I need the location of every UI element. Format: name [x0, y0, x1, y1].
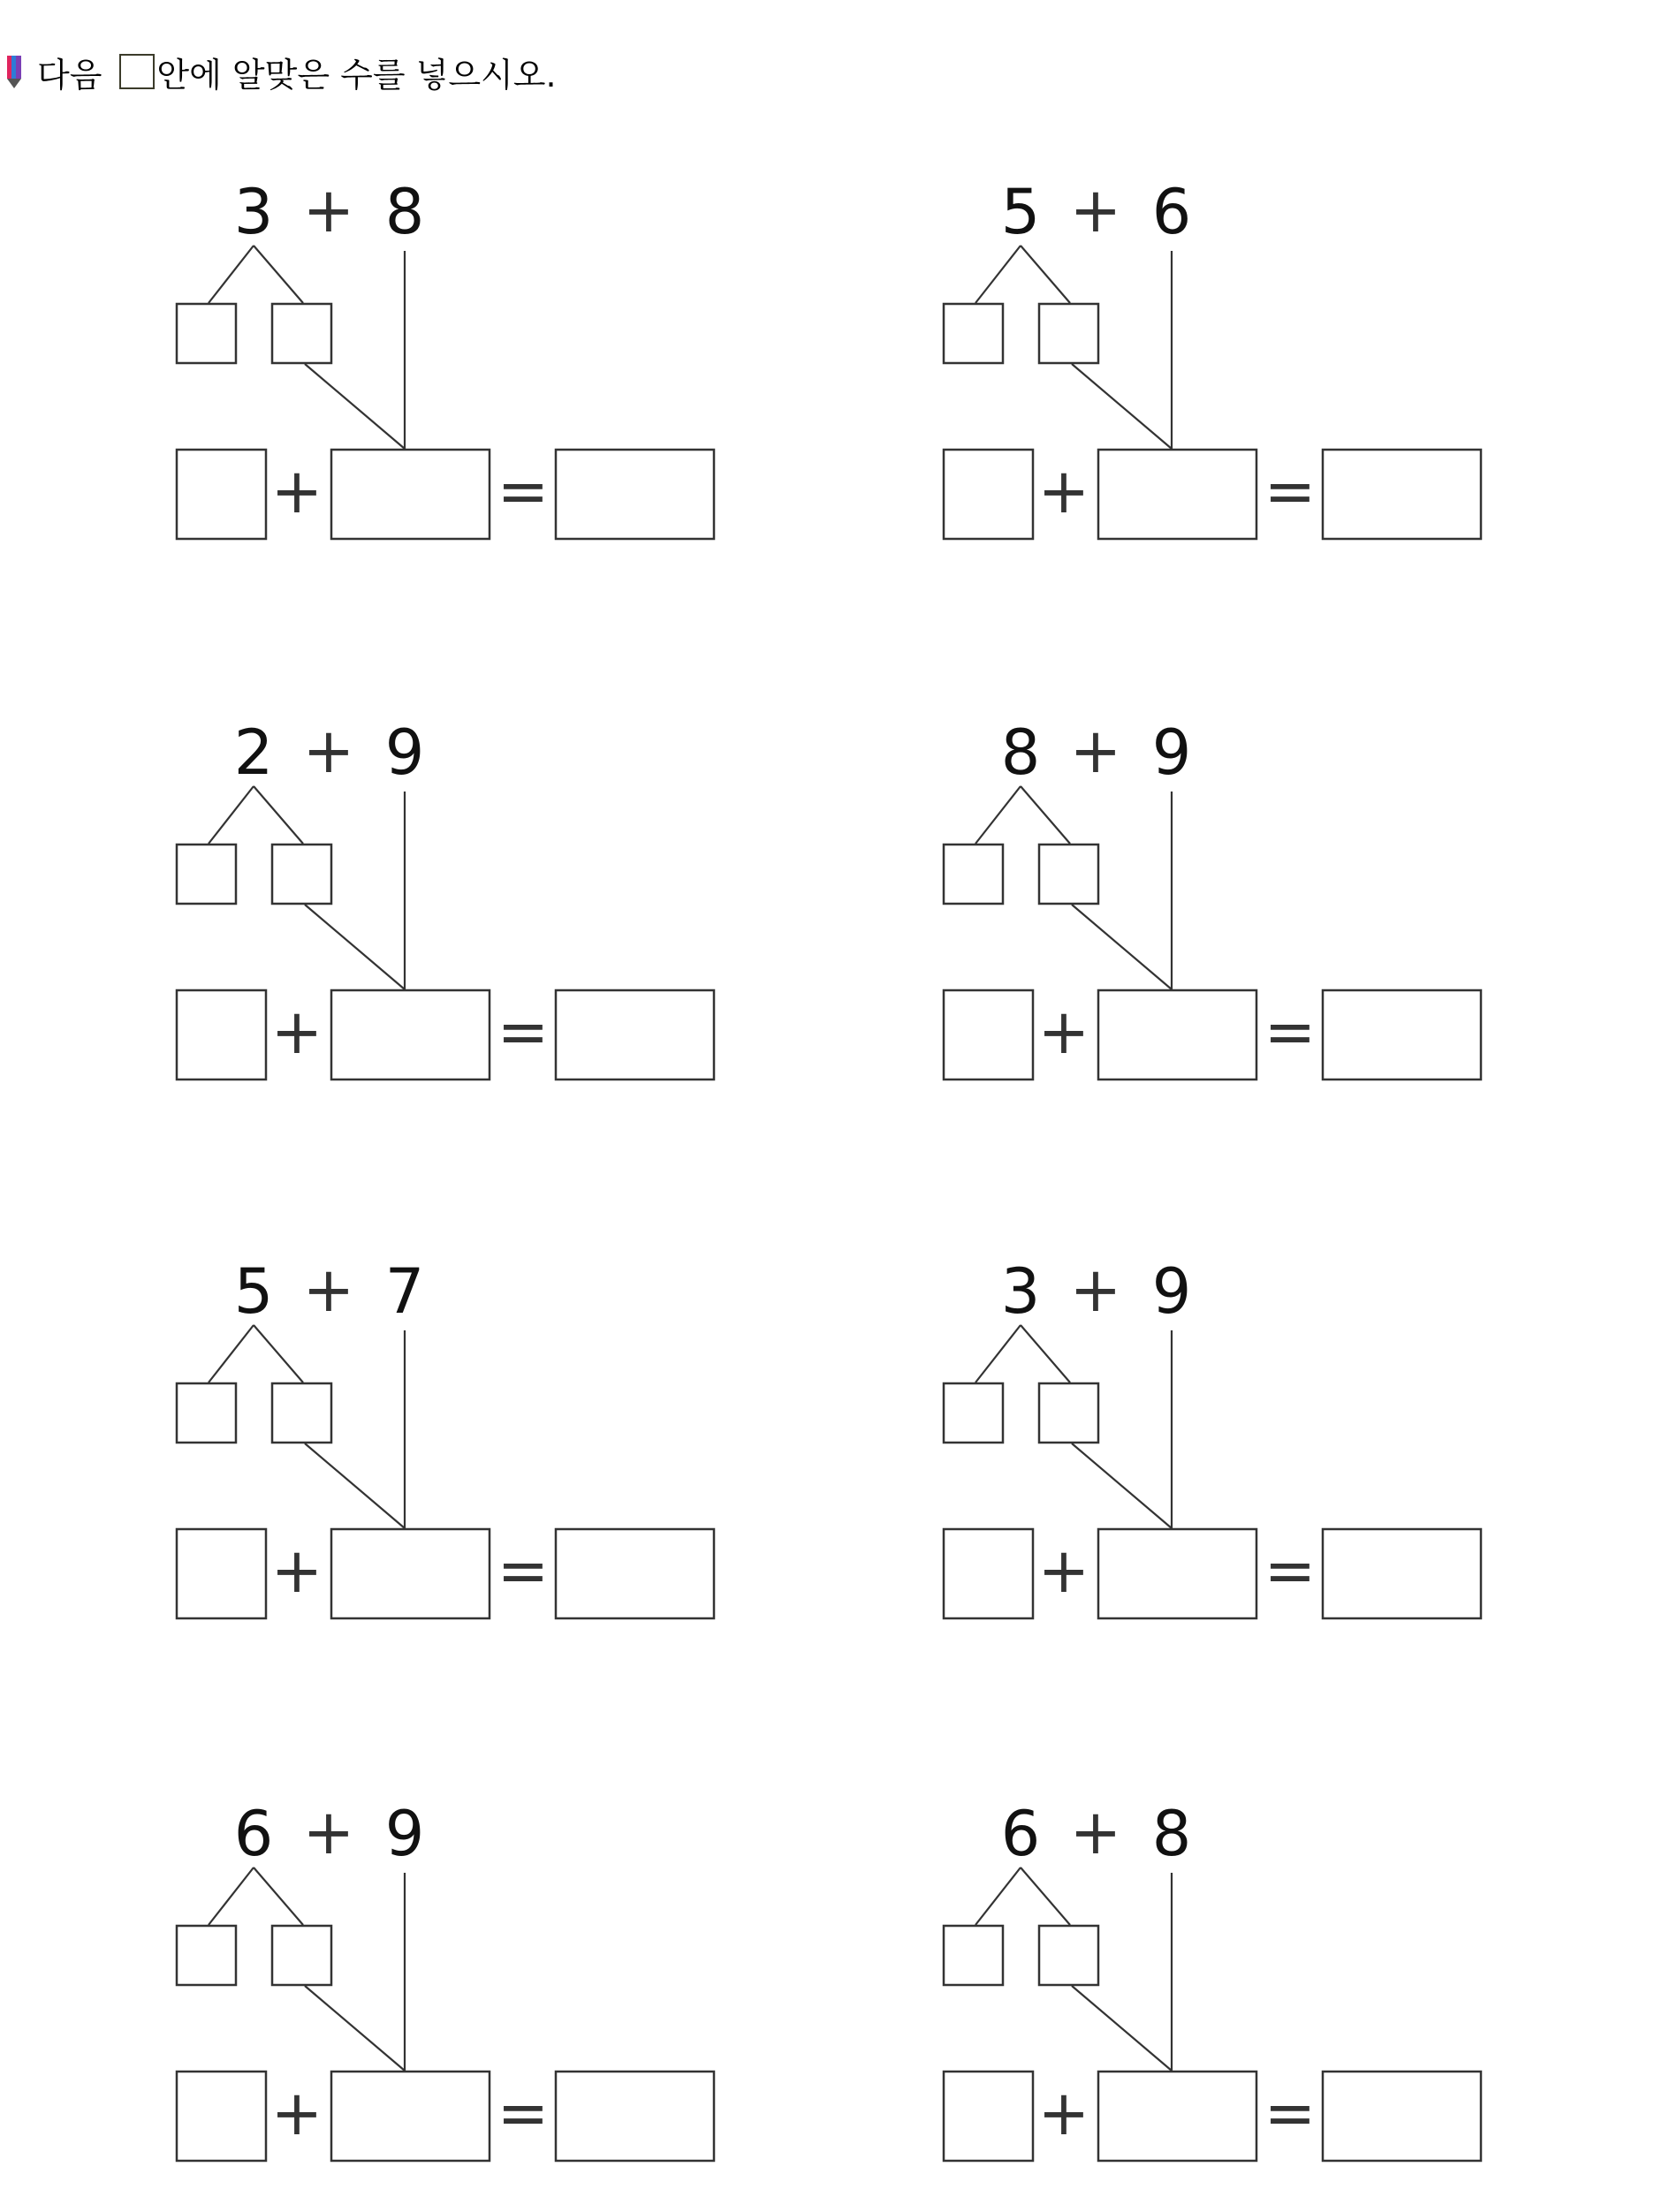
instruction-prefix: 다음 — [37, 55, 102, 95]
answer-box-ten[interactable] — [331, 2072, 490, 2161]
split-box-left[interactable] — [944, 304, 1003, 363]
addend-b: 9 — [384, 1798, 425, 1870]
addend-a: 5 — [233, 1255, 274, 1328]
split-box-left[interactable] — [177, 304, 236, 363]
answer-box-first[interactable] — [177, 450, 266, 539]
equals-sign: = — [497, 2077, 550, 2149]
addend-b: 9 — [1151, 1255, 1192, 1328]
addend-b: 6 — [1151, 176, 1192, 248]
plus-sign: + — [1037, 996, 1090, 1068]
answer-box-ten[interactable] — [331, 990, 490, 1079]
split-line-right — [254, 786, 303, 844]
addend-b: 9 — [1151, 716, 1192, 789]
plus-sign: + — [302, 1254, 355, 1326]
split-line-left — [209, 1867, 254, 1925]
split-line-right — [1021, 246, 1070, 303]
split-box-right[interactable] — [272, 304, 331, 363]
answer-box-first[interactable] — [177, 1529, 266, 1618]
diagonal-line — [1072, 364, 1172, 449]
addend-b: 8 — [384, 176, 425, 248]
answer-box-ten[interactable] — [1098, 1529, 1256, 1618]
split-line-left — [209, 1325, 254, 1382]
split-line-left — [975, 1867, 1021, 1925]
answer-box-result[interactable] — [1323, 450, 1481, 539]
answer-box-ten[interactable] — [1098, 990, 1256, 1079]
answer-box-first[interactable] — [177, 990, 266, 1079]
answer-box-result[interactable] — [1323, 2072, 1481, 2161]
split-line-right — [254, 1867, 303, 1925]
split-line-left — [975, 786, 1021, 844]
answer-box-result[interactable] — [556, 450, 714, 539]
split-line-left — [209, 786, 254, 844]
plus-sign: + — [1069, 1796, 1122, 1868]
problem-1 — [177, 174, 714, 539]
plus-sign: + — [302, 174, 355, 246]
problem-2 — [944, 174, 1481, 539]
addend-a: 5 — [1000, 176, 1041, 248]
plus-sign: + — [1069, 174, 1122, 246]
split-box-right[interactable] — [272, 1383, 331, 1443]
addend-a: 2 — [233, 716, 274, 789]
addend-b: 7 — [384, 1255, 425, 1328]
answer-box-result[interactable] — [556, 2072, 714, 2161]
answer-box-first[interactable] — [177, 2072, 266, 2161]
equals-sign: = — [497, 1534, 550, 1607]
plus-sign: + — [270, 455, 323, 527]
split-line-right — [254, 246, 303, 303]
answer-box-result[interactable] — [556, 990, 714, 1079]
answer-box-ten[interactable] — [1098, 450, 1256, 539]
diagonal-line — [305, 1443, 405, 1528]
plus-sign: + — [270, 1534, 323, 1607]
answer-box-ten[interactable] — [1098, 2072, 1256, 2161]
split-box-right[interactable] — [272, 845, 331, 904]
answer-box-first[interactable] — [944, 2072, 1033, 2161]
answer-box-result[interactable] — [1323, 1529, 1481, 1618]
addend-a: 8 — [1000, 716, 1041, 789]
split-box-right[interactable] — [1039, 1383, 1098, 1443]
plus-sign: + — [302, 1796, 355, 1868]
problem-4 — [944, 715, 1481, 1079]
addend-b: 8 — [1151, 1798, 1192, 1870]
answer-box-first[interactable] — [944, 1529, 1033, 1618]
diagonal-line — [1072, 1443, 1172, 1528]
answer-box-ten[interactable] — [331, 1529, 490, 1618]
equals-sign: = — [1264, 455, 1317, 527]
split-box-left[interactable] — [177, 1926, 236, 1985]
answer-box-ten[interactable] — [331, 450, 490, 539]
split-line-left — [975, 246, 1021, 303]
answer-box-result[interactable] — [1323, 990, 1481, 1079]
plus-sign: + — [270, 2077, 323, 2149]
answer-box-result[interactable] — [556, 1529, 714, 1618]
split-line-right — [1021, 1325, 1070, 1382]
answer-box-first[interactable] — [944, 450, 1033, 539]
split-line-right — [1021, 1867, 1070, 1925]
split-line-right — [1021, 786, 1070, 844]
plus-sign: + — [1037, 1534, 1090, 1607]
split-box-right[interactable] — [272, 1926, 331, 1985]
diagonal-line — [305, 905, 405, 989]
diagonal-line — [305, 1986, 405, 2071]
split-box-left[interactable] — [177, 845, 236, 904]
plus-sign: + — [1037, 2077, 1090, 2149]
diagonal-line — [1072, 1986, 1172, 2071]
split-box-left[interactable] — [944, 1383, 1003, 1443]
split-box-left[interactable] — [944, 1926, 1003, 1985]
split-line-right — [254, 1325, 303, 1382]
split-line-left — [209, 246, 254, 303]
diagonal-line — [305, 364, 405, 449]
instruction-suffix: 안에 알맞은 수를 넣으시오. — [156, 55, 557, 95]
split-box-right[interactable] — [1039, 845, 1098, 904]
addend-a: 6 — [1000, 1798, 1041, 1870]
plus-sign: + — [1069, 715, 1122, 787]
problem-3 — [177, 715, 714, 1079]
equals-sign: = — [1264, 996, 1317, 1068]
addend-b: 9 — [384, 716, 425, 789]
equals-sign: = — [1264, 2077, 1317, 2149]
problem-8 — [944, 1796, 1481, 2161]
plus-sign: + — [1069, 1254, 1122, 1326]
plus-sign: + — [302, 715, 355, 787]
equals-sign: = — [497, 455, 550, 527]
answer-box-first[interactable] — [944, 990, 1033, 1079]
problem-6 — [944, 1254, 1481, 1618]
plus-sign: + — [270, 996, 323, 1068]
equals-sign: = — [497, 996, 550, 1068]
equals-sign: = — [1264, 1534, 1317, 1607]
split-box-right[interactable] — [1039, 1926, 1098, 1985]
diagonal-line — [1072, 905, 1172, 989]
addend-a: 3 — [1000, 1255, 1041, 1328]
addend-a: 6 — [233, 1798, 274, 1870]
split-box-right[interactable] — [1039, 304, 1098, 363]
plus-sign: + — [1037, 455, 1090, 527]
split-box-left[interactable] — [944, 845, 1003, 904]
problem-5 — [177, 1254, 714, 1618]
addend-a: 3 — [233, 176, 274, 248]
problem-7 — [177, 1796, 714, 2161]
split-box-left[interactable] — [177, 1383, 236, 1443]
split-line-left — [975, 1325, 1021, 1382]
